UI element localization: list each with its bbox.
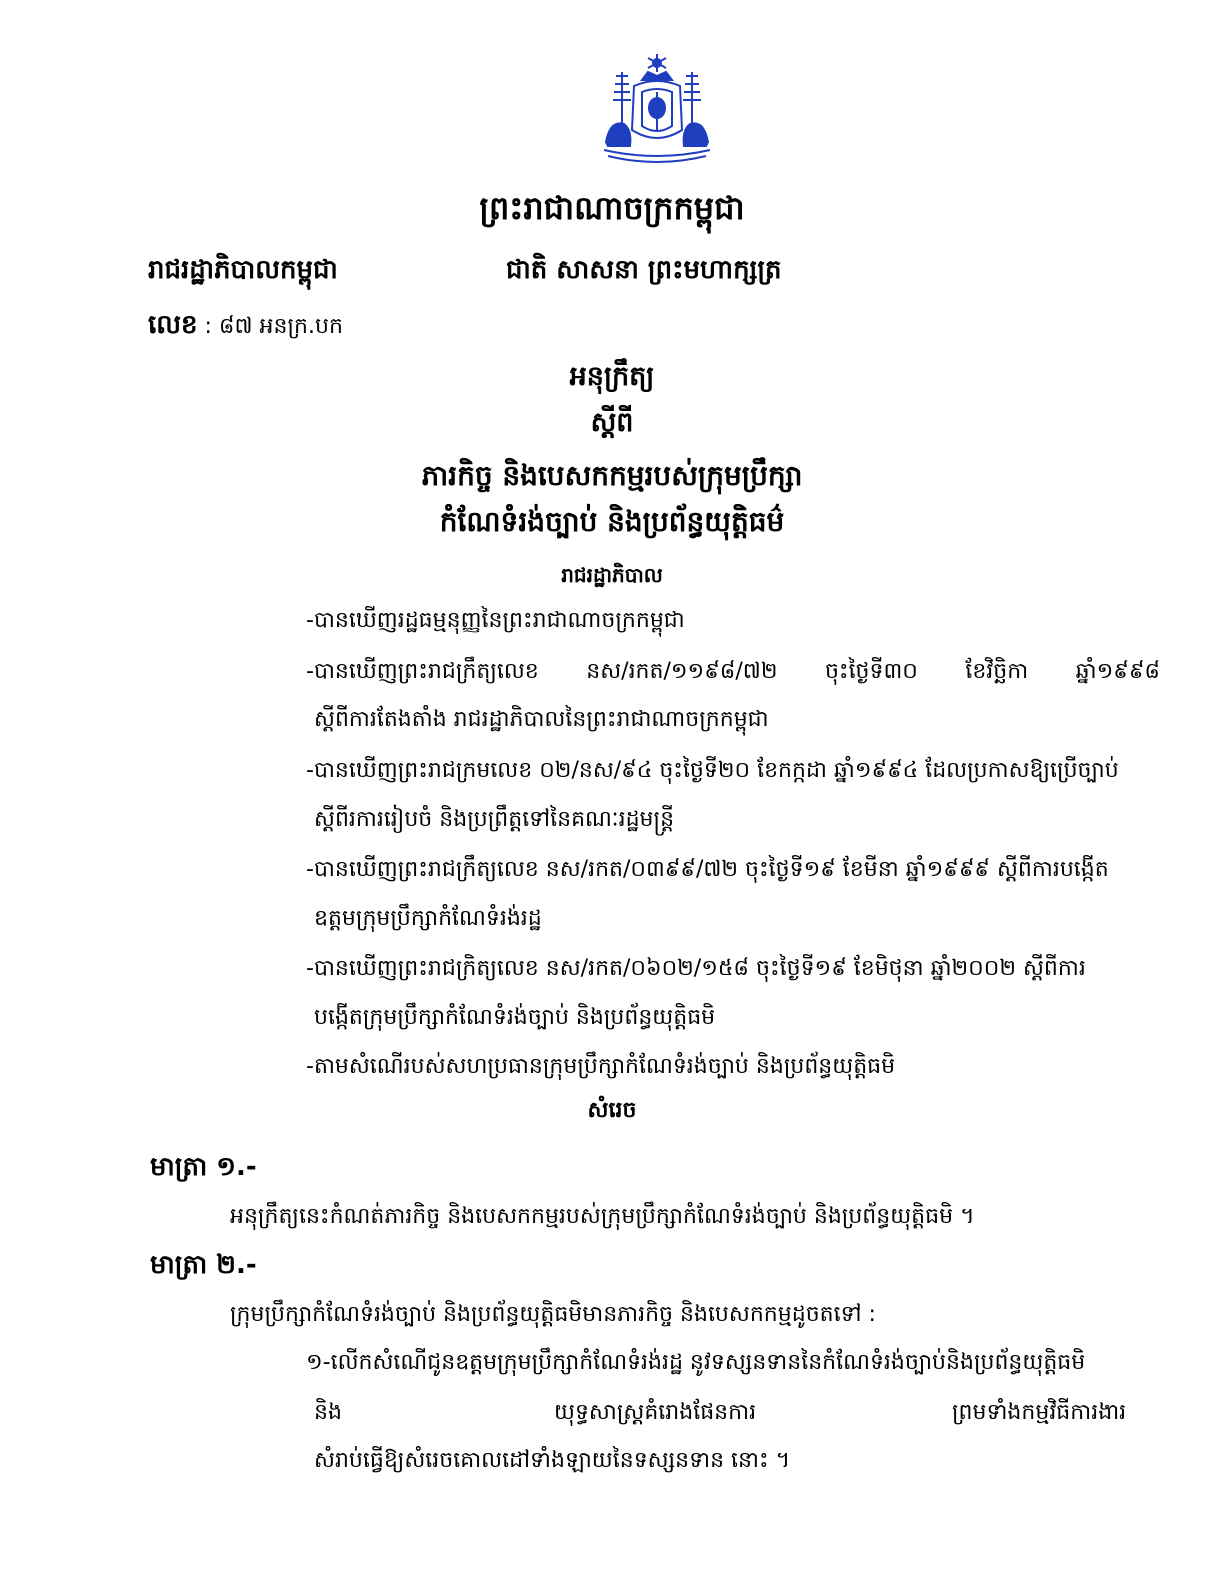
decides-heading: សំរេច — [587, 1098, 637, 1123]
consideration-continuation: ស្តីពីការតែងតាំង រាជរដ្ឋាភិបាលនៃព្រះរាជាណាចក្រកម្ពុជា — [314, 707, 769, 732]
consideration-item: -បានឃើញព្រះរាជក្រិត្យលេខ នស/រកត/០៦០២/១៥៨ ចុះថ្ងៃទី១៩ ខែមិថុនា ឆ្នាំ២០០២ ស្តីពីការ — [306, 956, 1086, 981]
consideration-continuation: ឧត្តមក្រុមប្រឹក្សាកំណែទំរង់រដ្ឋ — [314, 906, 542, 931]
consideration-item — [306, 657, 1160, 689]
article-2-item-1-word: ព្រមទាំងកម្មវិធីការងារ — [952, 1400, 1127, 1425]
article-1-heading: មាត្រា ១.- — [150, 1152, 257, 1182]
article-2-heading: មាត្រា ២.- — [150, 1250, 257, 1280]
royal-government-heading: រាជរដ្ឋាភិបាល — [561, 563, 663, 587]
document-number-label: លេខ — [148, 310, 198, 340]
consideration-item — [306, 606, 685, 638]
consideration-item: -បានឃើញព្រះរាជក្រមលេខ ០២/នស/៩៤ ចុះថ្ងៃទី២០ ខែកក្កដា ឆ្នាំ១៩៩៤ ដែលប្រកាសឱ្យប្រើច្បាប់ — [306, 758, 1119, 783]
article-2-item-1-word: យុទ្ធសាស្ត្រគំរោងផែនការ — [554, 1400, 757, 1425]
decree-subject-line2: កំណែទំរង់ច្បាប់ និងប្រព័ន្ធយុត្តិធម៌ — [439, 505, 785, 538]
consideration-continuation: ស្តីពីរការរៀបចំ និងប្រព្រឹត្តទៅនៃគណៈរដ្ឋមន្ត្រី — [314, 807, 675, 832]
consideration-line: -បានឃើញរដ្ឋធម្មនុញ្ញនៃព្រះរាជាណាចក្រកម្ពុជា — [306, 608, 685, 633]
document-number-value: : ៨៧ អនក្រ.បក — [204, 314, 343, 339]
consideration-item: -តាមសំណើរបស់សហប្រធានក្រុមប្រឹក្សាកំណែទំរង់ច្បាប់ និងប្រព័ន្ធយុត្តិធមិ — [306, 1054, 896, 1079]
government-name: រាជរដ្ឋាភិបាលកម្ពុជា — [148, 255, 338, 285]
decree-subject-line1: ភារកិច្ច និងបេសកកម្មរបស់ក្រុមប្រឹក្សា — [421, 459, 803, 492]
consideration-line: -បានឃើញព្រះរាជក្រឹត្យលេខ នស/រកត/១១៩៨/៧២ ចុះថ្ងៃទី៣០ ខែវិច្ឆិកា ឆ្នាំ១៩៩៨ — [306, 659, 1160, 684]
decree-about: ស្តីពី — [590, 407, 634, 438]
decree-type: អនុក្រឹត្យ — [569, 361, 655, 392]
consideration-continuation: បង្កើតក្រុមប្រឹក្សាកំណែទំរង់ច្បាប់ និងប្រព័ន្ធយុត្តិធមិ — [314, 1005, 716, 1030]
article-1-text: អនុក្រឹត្យនេះកំណត់ភារកិច្ច និងបេសកកម្មរបស់ក្រុមប្រឹក្សាកំណែទំរង់ច្បាប់ និងប្រព័ន្ធយុត្តិធមិ ។ — [230, 1204, 975, 1229]
kingdom-title: ព្រះរាជាណាចក្រកម្ពុជា — [479, 189, 745, 227]
article-2-item-1-word: និង — [314, 1400, 342, 1425]
consideration-item: -បានឃើញព្រះរាជក្រឹត្យលេខ នស/រកត/០៣៩៩/៧២ ចុះថ្ងៃទី១៩ ខែមីនា ឆ្នាំ១៩៩៩ ស្តីពីការបង្កើត — [306, 857, 1109, 882]
document-number — [148, 308, 343, 346]
national-motto: ជាតិ សាសនា ព្រះមហាក្សត្រ — [506, 255, 782, 285]
royal-arms-emblem-icon — [598, 50, 716, 168]
article-2-text: ក្រុមប្រឹក្សាកំណែទំរង់ច្បាប់ និងប្រព័ន្ធយុត្តិធមិមានភារកិច្ច និងបេសកកម្មដូចតទៅ : — [230, 1302, 876, 1327]
article-2-item-1-line: ១-លើកសំណើជូនឧត្តមក្រុមប្រឹក្សាកំណែទំរង់រដ្ឋ នូវទស្សនទាននៃកំណែទំរង់ច្បាប់និងប្រព័ន្ធយុត្តិធមិ — [306, 1350, 1086, 1375]
article-2-item-1-line: សំរាប់ធ្វើឱ្យសំរេចគោលដៅទាំងឡាយនៃទស្សនទាន នោះ ។ — [314, 1448, 791, 1473]
